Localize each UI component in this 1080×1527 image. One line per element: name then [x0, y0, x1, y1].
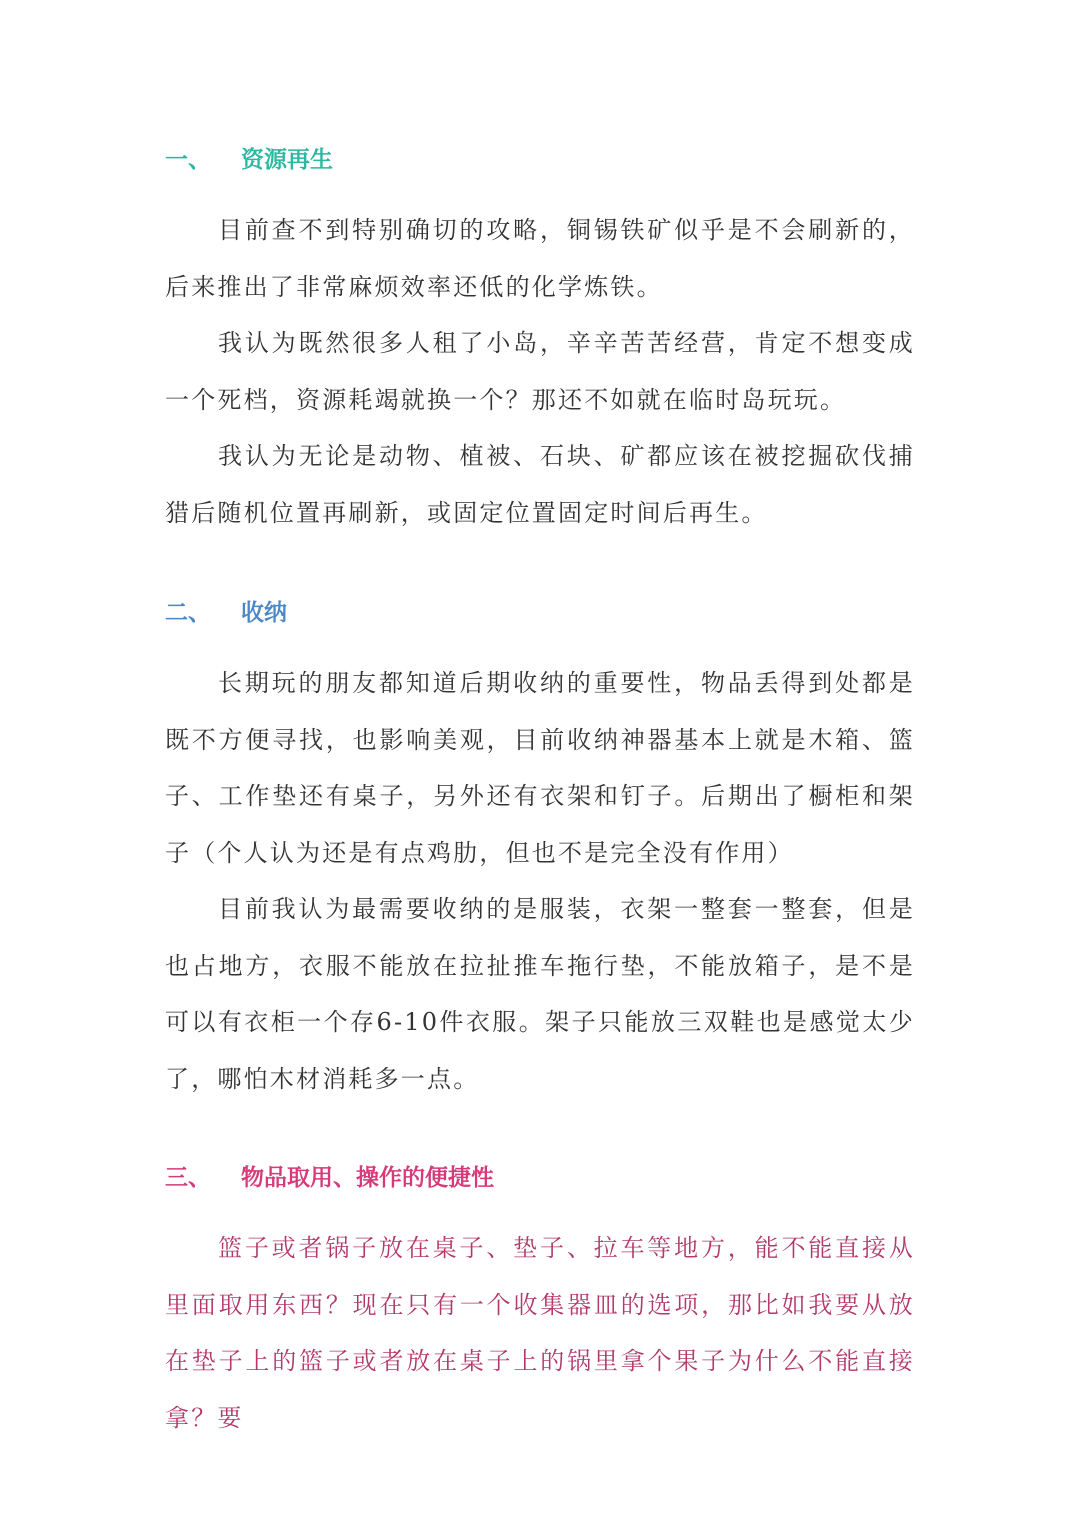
section-number: 二、: [165, 600, 211, 626]
section-title: 物品取用、操作的便捷性: [241, 1165, 494, 1191]
paragraph: 目前我认为最需要收纳的是服装，衣架一整套一整套，但是也占地方，衣服不能放在拉扯推车拖行垫，不能放箱子，是不是可以有衣柜一个存6-10件衣服。架子只能放三双鞋也是感觉太少了，哪怕木材消耗多一点。: [165, 895, 915, 1093]
section-title: 资源再生: [241, 147, 333, 173]
paragraph: 我认为既然很多人租了小岛，辛辛苦苦经营，肯定不想变成一个死档，资源耗竭就换一个？那还不如就在临时岛玩玩。: [165, 329, 915, 414]
section-storage: [165, 598, 915, 1107]
section-number: 一、: [165, 147, 211, 173]
section-heading: [165, 598, 915, 628]
paragraph: 篮子或者锅子放在桌子、垫子、拉车等地方，能不能直接从里面取用东西？现在只有一个收集器皿的选项，那比如我要从放在垫子上的篮子或者放在桌子上的锅里拿个果子为什么不能直接拿？要: [165, 1234, 915, 1432]
paragraph: 目前查不到特别确切的攻略，铜锡铁矿似乎是不会刷新的，后来推出了非常麻烦效率还低的化学炼铁。: [165, 216, 915, 301]
section-number: 三、: [165, 1165, 211, 1191]
section-heading: [165, 1163, 915, 1193]
paragraph: 长期玩的朋友都知道后期收纳的重要性，物品丢得到处都是既不方便寻找，也影响美观，目前收纳神器基本上就是木箱、篮子、工作垫还有桌子，另外还有衣架和钉子。后期出了橱柜和架子（个人认为还是有点鸡肋，但也不是完全没有作用）: [165, 669, 915, 867]
section-resource-regeneration: [165, 145, 915, 541]
section-item-access-convenience: [165, 1163, 915, 1446]
section-heading: [165, 145, 915, 175]
paragraph: 我认为无论是动物、植被、石块、矿都应该在被挖掘砍伐捕猎后随机位置再刷新，或固定位置固定时间后再生。: [165, 442, 915, 527]
section-title: 收纳: [241, 600, 287, 626]
